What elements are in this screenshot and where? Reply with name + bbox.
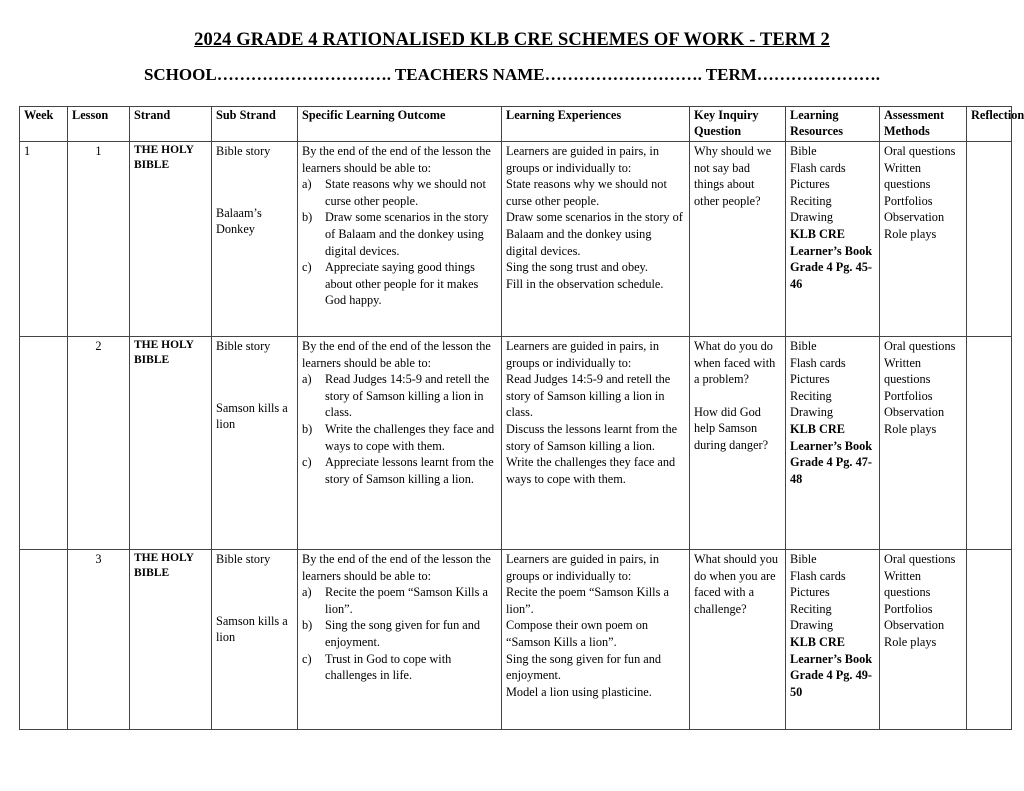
assessment-item: Portfolios <box>884 193 933 208</box>
outcome-item: b) Write the challenges they face and ways to cope with them. <box>302 421 495 453</box>
outcome-item: a) Recite the poem “Samson Kills a lion”. <box>302 585 488 616</box>
learners-book-ref: KLB CRE Learner’s Book Grade 4 Pg. 47-48 <box>790 421 873 486</box>
assessment-item: Role plays <box>884 226 937 241</box>
resources-cell <box>786 550 880 730</box>
col-header-strand: Strand <box>130 107 212 142</box>
school-teacher-term-line: SCHOOL…………………………. TEACHERS NAME………………………. TERM…………………. <box>143 65 881 84</box>
learners-book-ref: KLB CRE Learner’s Book Grade 4 Pg. 45-46 <box>790 226 873 291</box>
week-cell: 1 <box>20 142 68 337</box>
sub-strand-label: Bible story <box>216 552 271 566</box>
col-header-sub-strand: Sub Strand <box>212 107 298 142</box>
resource-item: Pictures <box>790 372 830 387</box>
document-title: 2024 GRADE 4 RATIONALISED KLB CRE SCHEMES OF WORK - TERM 2 <box>194 30 830 50</box>
lesson-cell: 2 <box>68 337 130 550</box>
resource-item: Bible <box>790 552 817 566</box>
lesson-cell: 1 <box>68 142 130 337</box>
sub-topic-label: Balaam’s Donkey <box>216 205 262 237</box>
experiences-cell <box>502 142 690 337</box>
experience-line: Write the challenges they face and ways to cope with them. <box>506 455 676 486</box>
resources-cell <box>786 142 880 337</box>
experiences-cell <box>502 337 690 550</box>
strand-cell: THE HOLY BIBLE <box>130 550 212 730</box>
experience-line: Compose their own poem on “Samson Kills a lion”. <box>506 618 649 649</box>
sub-topic-label: Samson kills a lion <box>216 400 288 432</box>
outcome-cell <box>298 142 502 337</box>
outcome-list <box>302 371 497 487</box>
outcome-item: b) Sing the song given for fun and enjoyment. <box>302 618 481 649</box>
resource-item: Bible <box>790 144 817 158</box>
outcome-item: b) Draw some scenarios in the story of Balaam and the donkey using digital devices. <box>302 210 489 258</box>
experiences-cell <box>502 550 690 730</box>
experience-line: Sing the song trust and obey. <box>506 260 648 275</box>
assessment-item: Portfolios <box>884 388 933 403</box>
table-row <box>20 337 1012 550</box>
week-cell <box>20 550 68 730</box>
experience-line: Learners are guided in pairs, in groups or individually to: <box>506 552 659 583</box>
schemes-of-work-table <box>19 106 1024 730</box>
assessment-item: Written questions <box>884 160 931 192</box>
sub-strand-label: Bible story <box>216 144 271 158</box>
assessment-item: Oral questions <box>884 552 956 566</box>
assessment-cell <box>880 142 967 337</box>
resource-item: Pictures <box>790 585 830 600</box>
assessment-item: Role plays <box>884 421 937 436</box>
outcome-list <box>302 176 497 309</box>
reflection-cell <box>967 337 1012 550</box>
sub-strand-label: Bible story <box>216 339 271 353</box>
col-header-reflection: Reflection <box>967 107 1012 142</box>
outcome-item: a) State reasons why we should not curse other people. <box>302 177 486 208</box>
col-header-week: Week <box>20 107 68 142</box>
outcome-intro: By the end of the end of the lesson the learners should be able to: <box>302 144 491 175</box>
outcome-item: a) Read Judges 14:5-9 and retell the story of Samson killing a lion in class. <box>302 372 490 420</box>
resource-item: Flash cards <box>790 568 846 583</box>
experience-line: Discuss the lessons learnt from the story of Samson killing a lion. <box>506 421 678 453</box>
assessment-item: Written questions <box>884 355 931 387</box>
table-header-row <box>20 107 1012 142</box>
inquiry-cell <box>690 550 786 730</box>
resource-item: Reciting <box>790 193 832 208</box>
col-header-outcome: Specific Learning Outcome <box>298 107 502 142</box>
experience-line: Learners are guided in pairs, in groups or individually to: <box>506 339 659 370</box>
assessment-item: Written questions <box>884 568 931 600</box>
resource-item: Bible <box>790 339 817 353</box>
resource-item: Drawing <box>790 405 834 420</box>
resource-item: Reciting <box>790 601 832 616</box>
outcome-cell <box>298 550 502 730</box>
resource-item: Drawing <box>790 210 834 225</box>
strand-cell: THE HOLY BIBLE <box>130 142 212 337</box>
assessment-cell <box>880 337 967 550</box>
sub-topic-label: Samson kills a lion <box>216 613 288 645</box>
assessment-cell <box>880 550 967 730</box>
assessment-item: Portfolios <box>884 601 933 616</box>
resource-item: Reciting <box>790 388 832 403</box>
outcome-cell <box>298 337 502 550</box>
sub-strand-cell <box>212 337 298 550</box>
col-header-experiences: Learning Experiences <box>502 107 690 142</box>
assessment-item: Observation <box>884 618 945 633</box>
inquiry-question: How did God help Samson during danger? <box>694 404 769 452</box>
outcome-item: c) Trust in God to cope with challenges in life. <box>302 651 452 683</box>
week-cell <box>20 337 68 550</box>
assessment-item: Oral questions <box>884 339 956 353</box>
experience-line: Learners are guided in pairs, in groups or individually to: <box>506 144 659 175</box>
resources-cell <box>786 337 880 550</box>
outcome-item: c) Appreciate lessons learnt from the story of Samson killing a lion. <box>302 455 494 486</box>
experience-line: State reasons why we should not curse other people. <box>506 177 667 208</box>
assessment-item: Observation <box>884 210 945 225</box>
experience-line: Sing the song given for fun and enjoyment. <box>506 651 662 683</box>
col-header-lesson: Lesson <box>68 107 130 142</box>
resource-item: Flash cards <box>790 160 846 175</box>
experience-line: Model a lion using plasticine. <box>506 684 652 699</box>
sub-strand-cell <box>212 550 298 730</box>
reflection-cell <box>967 142 1012 337</box>
assessment-item: Oral questions <box>884 144 956 158</box>
inquiry-question: What do you do when faced with a problem? <box>694 339 776 387</box>
outcome-intro: By the end of the end of the lesson the learners should be able to: <box>302 339 491 370</box>
inquiry-question: Why should we not say bad things about other people? <box>694 144 772 208</box>
experience-line: Read Judges 14:5-9 and retell the story of Samson killing a lion in class. <box>506 372 671 420</box>
table-row <box>20 550 1012 730</box>
learners-book-ref: KLB CRE Learner’s Book Grade 4 Pg. 49-50 <box>790 634 873 699</box>
inquiry-cell <box>690 142 786 337</box>
lesson-cell: 3 <box>68 550 130 730</box>
inquiry-question: What should you do when you are faced with a challenge? <box>694 552 779 616</box>
col-header-assessment: Assessment Methods <box>880 107 967 142</box>
assessment-item: Observation <box>884 405 945 420</box>
strand-cell: THE HOLY BIBLE <box>130 337 212 550</box>
outcome-intro: By the end of the end of the lesson the learners should be able to: <box>302 552 491 583</box>
resource-item: Flash cards <box>790 355 846 370</box>
sub-strand-cell <box>212 142 298 337</box>
outcome-item: c) Appreciate saying good things about other people for it makes God happy. <box>302 260 479 308</box>
reflection-cell <box>967 550 1012 730</box>
assessment-item: Role plays <box>884 634 937 649</box>
experience-line: Fill in the observation schedule. <box>506 276 664 291</box>
col-header-inquiry: Key Inquiry Question <box>690 107 786 142</box>
table-row <box>20 142 1012 337</box>
resource-item: Drawing <box>790 618 834 633</box>
resource-item: Pictures <box>790 177 830 192</box>
outcome-list <box>302 584 497 684</box>
inquiry-cell <box>690 337 786 550</box>
experience-line: Draw some scenarios in the story of Balaam and the donkey using digital devices. <box>506 210 683 258</box>
experience-line: Recite the poem “Samson Kills a lion”. <box>506 585 669 616</box>
col-header-resources: Learning Resources <box>786 107 880 142</box>
